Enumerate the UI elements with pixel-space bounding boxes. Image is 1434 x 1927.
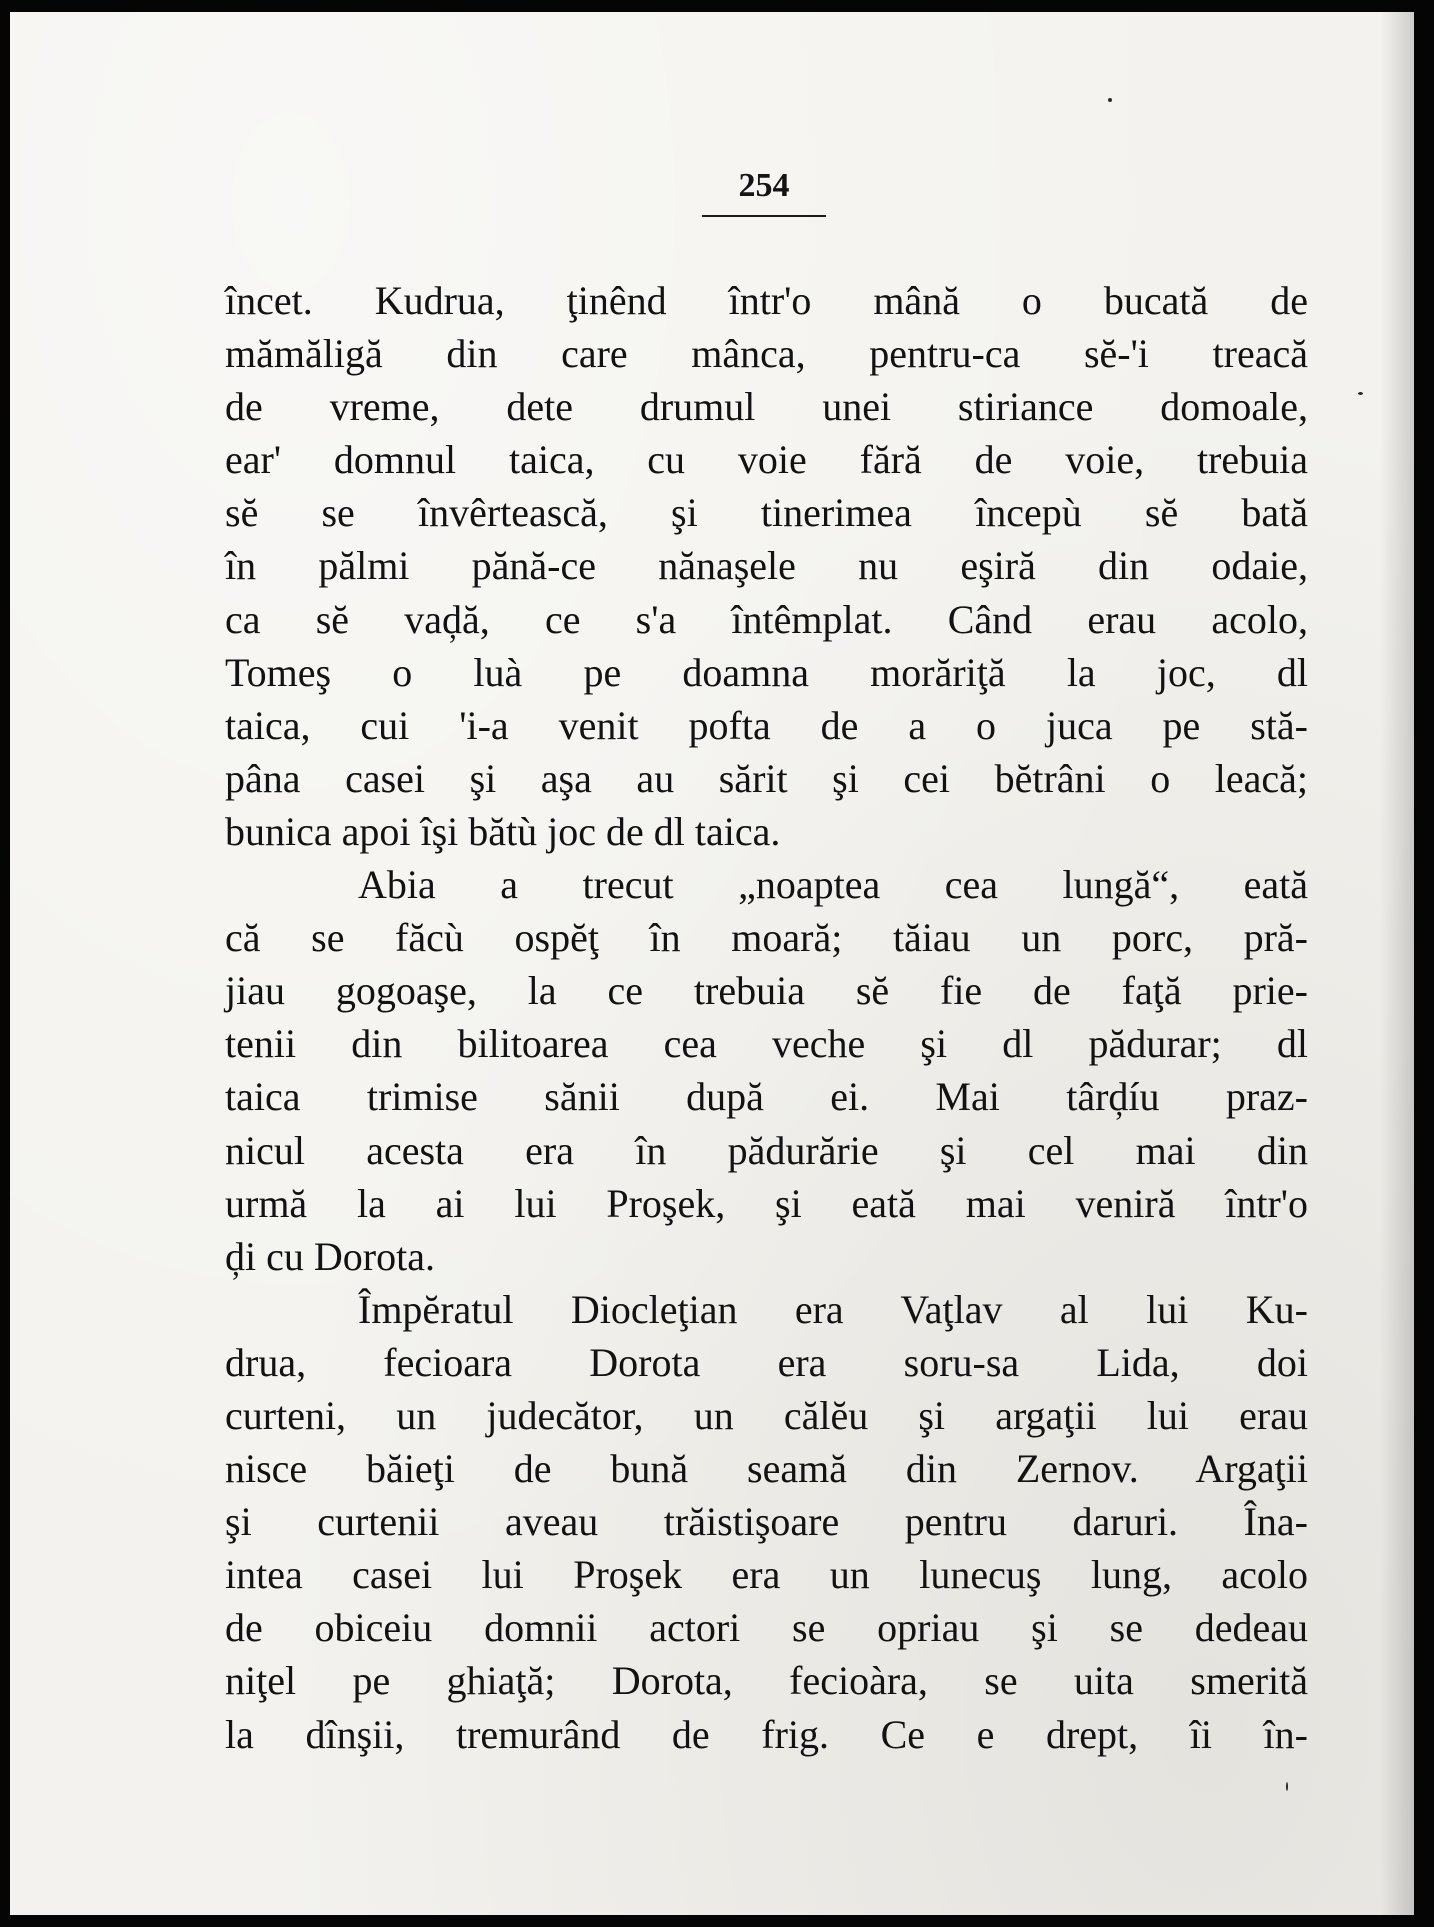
text-line: nisce băieţi de bună seamă din Zernov. Argaţii (225, 1446, 1308, 1492)
text-line: taica trimise sănii după ei. Mai târḑíu praz- (225, 1074, 1308, 1120)
text-line: în pălmi pănă-ce nănaşele nu eşiră din odaie, (225, 543, 1308, 589)
text-line: tenii din bilitoarea cea veche şi dl pădurar; dl (225, 1021, 1308, 1067)
text-line: curteni, un judecător, un călĕu şi argaţii lui erau (225, 1392, 1308, 1438)
text-line: intea casei lui Proşek era un lunecuş lung, acolo (225, 1552, 1308, 1598)
text-line: taica, cui 'i-a venit pofta de a o juca pe stă- (225, 702, 1308, 748)
text-line: niţel pe ghiaţă; Dorota, fecioàra, se uita smerită (225, 1658, 1308, 1704)
text-line: urmă la ai lui Proşek, şi eată mai veniră într'o (225, 1180, 1308, 1226)
text-line: nicul acesta era în pădurărie şi cel mai din (225, 1127, 1308, 1173)
text-line: Împĕratul Diocleţian era Vaţlav al lui Ku- (358, 1286, 1308, 1332)
text-line: Tomeş o luà pe doamna morăriţă la joc, dl (225, 649, 1308, 695)
dust-speck (1358, 392, 1363, 395)
text-line: Abia a trecut „noaptea cea lungă“, eată (358, 862, 1308, 908)
text-line: la dînşii, tremurând de frig. Ce e drept, îi în- (225, 1711, 1308, 1757)
text-line: de vreme, dete drumul unei stiriance domoale, (225, 384, 1308, 430)
body-text (225, 274, 1308, 1761)
text-line: bunica apoi îşi bătù joc de dl taica. (225, 808, 781, 854)
page-number-rule (702, 215, 826, 217)
dust-speck (1286, 1782, 1288, 1791)
text-line: că se făcù ospĕţ în moară; tăiau un porc, pră- (225, 915, 1308, 961)
page-edge-shadow (1380, 12, 1414, 1915)
dust-speck (1108, 98, 1112, 102)
text-line: mămăligă din care mânca, pentru-ca sĕ-'i treacă (225, 331, 1308, 377)
page-number: 254 (738, 167, 790, 204)
text-line: de obiceiu domnii actori se opriau şi se dedeau (225, 1605, 1308, 1651)
text-line: încet. Kudrua, ţinênd într'o mână o bucată de (225, 278, 1308, 323)
text-line: jiau gogoaşe, la ce trebuia sĕ fie de faţă prie- (225, 968, 1308, 1014)
book-page (10, 12, 1414, 1915)
text-line: pâna casei şi aşa au sărit şi cei bĕtrâni o leacă; (225, 755, 1308, 801)
text-line: drua, fecioara Dorota era soru-sa Lida, doi (225, 1339, 1308, 1385)
text-line: ḑi cu Dorota. (225, 1233, 435, 1279)
text-line: sĕ se învêrtească, şi tinerimea începù sĕ bată (225, 490, 1308, 536)
text-line: ca sĕ vaḑă, ce s'a întêmplat. Când erau acolo, (225, 596, 1308, 642)
text-line: şi curtenii aveau trăistişoare pentru daruri. Îna- (225, 1499, 1308, 1545)
text-line: ear' domnul taica, cu voie fără de voie, trebuia (225, 437, 1308, 483)
